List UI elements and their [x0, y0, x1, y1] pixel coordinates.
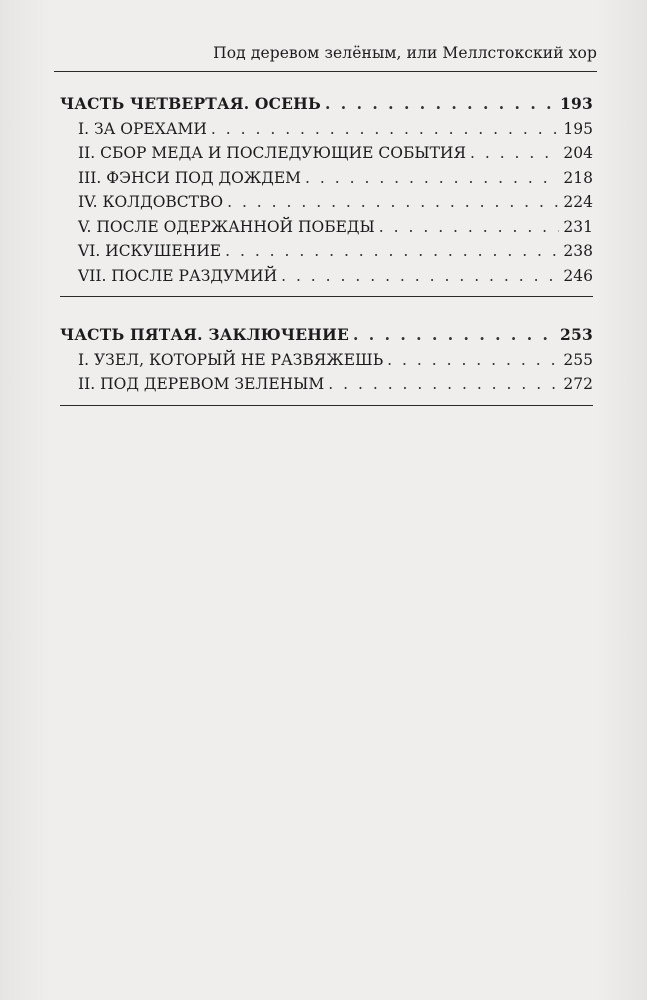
toc-part-5: [60, 323, 593, 406]
toc-page-number: 195: [563, 119, 593, 138]
toc-chapter-title: VI. ИСКУШЕНИЕ: [78, 242, 222, 260]
toc-chapter-entry[interactable]: [60, 117, 593, 142]
toc-chapter-entry[interactable]: [60, 348, 593, 373]
toc-chapter-title: III. ФЭНСИ ПОД ДОЖДЕМ: [78, 168, 302, 187]
dot-leader: [470, 141, 559, 166]
dot-leader: [325, 92, 556, 117]
part-divider: [60, 296, 593, 297]
toc-page-number: 204: [563, 144, 593, 162]
dot-leader: [379, 215, 559, 240]
header-rule: [54, 71, 597, 72]
dot-leader: [227, 190, 559, 215]
toc-part-title: ЧАСТЬ ПЯТАЯ. ЗАКЛЮЧЕНИЕ: [60, 325, 349, 344]
part-divider: [60, 405, 593, 406]
dot-leader: [353, 323, 556, 348]
toc-page-number: 231: [563, 217, 593, 236]
toc-page-number: 272: [563, 375, 593, 393]
toc-chapter-title: IV. КОЛДОВСТВО: [78, 193, 224, 211]
toc-part-entry[interactable]: [60, 323, 593, 348]
dot-leader: [281, 264, 559, 289]
toc-page-number: 253: [560, 325, 593, 344]
toc-part-entry[interactable]: [60, 92, 593, 117]
dot-leader: [387, 348, 559, 373]
running-head: Под деревом зелёным, или Меллстокский хор: [213, 44, 597, 62]
toc-part-4: [60, 92, 593, 297]
toc-chapter-entry[interactable]: [60, 264, 593, 289]
toc-page-number: 255: [563, 350, 593, 369]
dot-leader: [225, 239, 559, 264]
toc-page-number: 193: [560, 94, 593, 113]
toc-chapter-title: V. ПОСЛЕ ОДЕРЖАННОЙ ПОБЕДЫ: [78, 217, 375, 236]
toc-page-number: 246: [563, 266, 593, 285]
toc-chapter-entry[interactable]: [60, 215, 593, 240]
toc-chapter-entry[interactable]: [60, 239, 593, 264]
dot-leader: [211, 117, 559, 142]
toc-chapter-entry[interactable]: [60, 166, 593, 191]
toc-chapter-title: II. СБОР МЕДА И ПОСЛЕДУЮЩИЕ СОБЫТИЯ: [78, 144, 466, 162]
toc-chapter-entry[interactable]: [60, 372, 593, 397]
toc-chapter-title: I. ЗА ОРЕХАМИ: [78, 119, 207, 138]
toc-page-number: 218: [563, 168, 593, 187]
toc-chapter-title: I. УЗЕЛ, КОТОРЫЙ НЕ РАЗВЯЖЕШЬ: [78, 350, 384, 369]
toc-part-title: ЧАСТЬ ЧЕТВЕРТАЯ. ОСЕНЬ: [60, 94, 322, 113]
toc-chapter-entry[interactable]: [60, 190, 593, 215]
toc-chapter-title: VII. ПОСЛЕ РАЗДУМИЙ: [78, 266, 278, 285]
toc-page-number: 224: [563, 193, 593, 211]
toc-page-number: 238: [563, 242, 593, 260]
table-of-contents: [60, 92, 593, 432]
toc-chapter-entry[interactable]: [60, 141, 593, 166]
toc-chapter-title: II. ПОД ДЕРЕВОМ ЗЕЛЕНЫМ: [78, 375, 325, 393]
dot-leader: [328, 372, 559, 397]
dot-leader: [305, 166, 559, 191]
